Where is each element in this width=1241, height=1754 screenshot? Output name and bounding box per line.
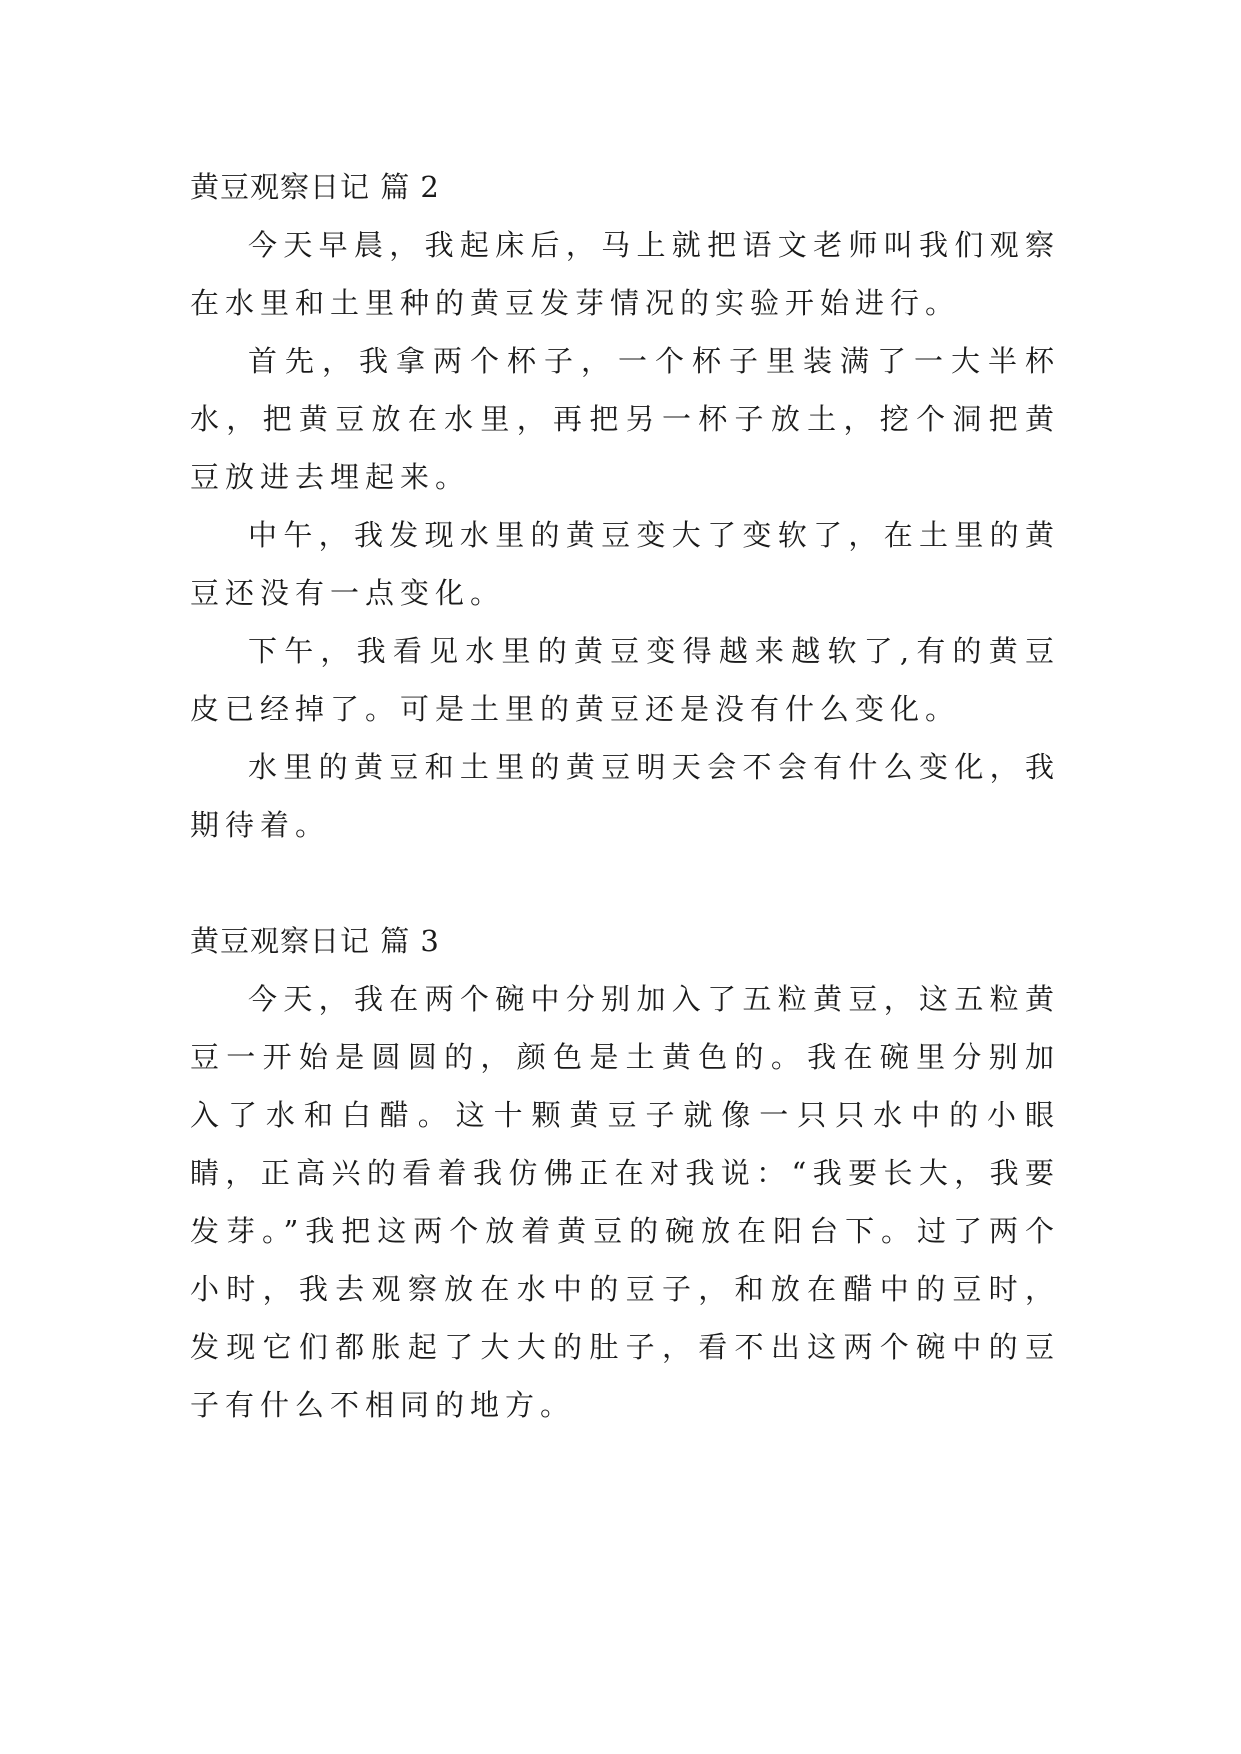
paragraph: 下午，我看见水里的黄豆变得越来越软了,有的黄豆皮已经掉了。可是土里的黄豆还是没有什么变化。: [190, 634, 1060, 726]
paragraph: 首先，我拿两个杯子，一个杯子里装满了一大半杯水，把黄豆放在水里，再把另一杯子放土，挖个洞把黄豆放进去埋起来。: [190, 344, 1060, 494]
paragraph: 今天早晨，我起床后，马上就把语文老师叫我们观察在水里和土里种的黄豆发芽情况的实验开始进行。: [190, 228, 1060, 320]
paragraph: 今天，我在两个碗中分别加入了五粒黄豆，这五粒黄豆一开始是圆圆的，颜色是土黄色的。我在碗里分别加入了水和白醋。这十颗黄豆子就像一只只水中的小眼睛，正高兴的看着我仿佛正在对我说：“我要长大，我要发芽。”我把这两个放着黄豆的碗放在阳台下。过了两个小时，我去观察放在水中的豆子，和放在醋中的豆时，发现它们都胀起了大大的肚子，看不出这两个碗中的豆子有什么不相同的地方。: [190, 982, 1060, 1422]
section-title: 黄豆观察日记 篇 2: [190, 170, 440, 204]
paragraph: 中午，我发现水里的黄豆变大了变软了，在土里的黄豆还没有一点变化。: [190, 518, 1060, 610]
paragraph: 水里的黄豆和土里的黄豆明天会不会有什么变化，我期待着。: [190, 750, 1060, 842]
section-spacer: [190, 854, 1060, 912]
section-title: 黄豆观察日记 篇 3: [190, 924, 440, 958]
document-content: [190, 158, 1060, 1434]
